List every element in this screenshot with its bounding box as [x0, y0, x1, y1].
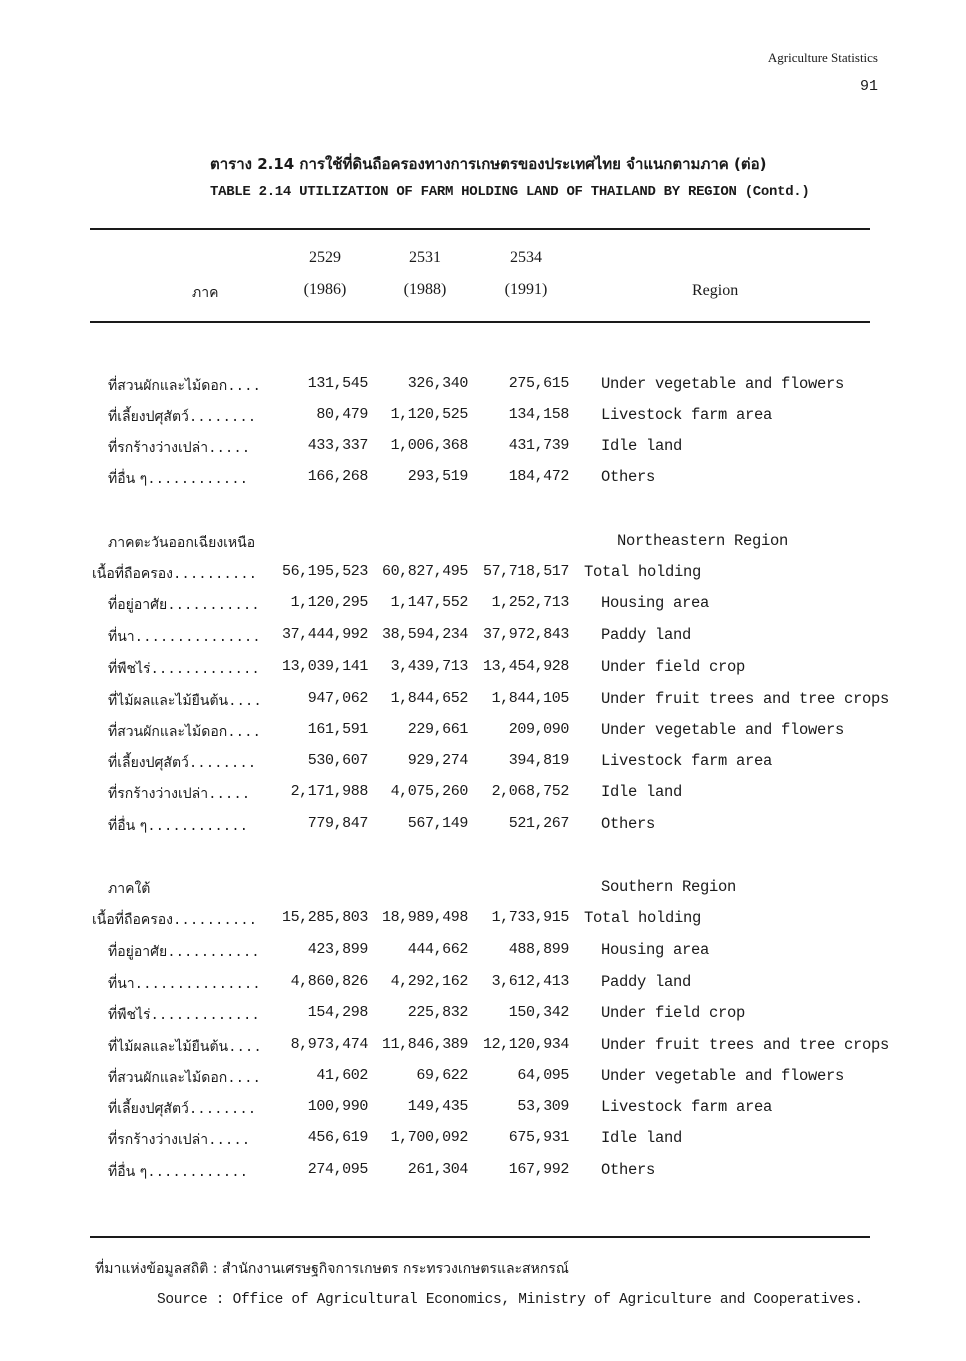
row-label-thai-text: เนื้อที่ถือครอง — [92, 912, 174, 928]
row-label-thai-text: ที่นา — [108, 629, 135, 645]
total-holding-row — [0, 563, 966, 594]
value-cell-1: 423,899 — [307, 941, 368, 958]
row-label-english: Idle land — [601, 1129, 683, 1147]
row-label-thai — [108, 690, 262, 712]
header-region-english: Region — [692, 282, 739, 299]
leader-dots: ..... — [208, 441, 251, 457]
value-cell-1: 15,285,803 — [281, 909, 368, 926]
value-cell-2: 3,439,713 — [390, 658, 468, 675]
row-label-thai — [108, 721, 261, 743]
leader-dots: ........ — [188, 1102, 257, 1118]
value-cell-2: 444,662 — [407, 941, 468, 958]
value-cell-3: 37,972,843 — [482, 626, 569, 643]
row-label-thai-text: ที่อื่น ๆ — [108, 471, 148, 487]
header-year-be-3: 2534 — [510, 249, 542, 266]
value-cell-3: 209,090 — [508, 721, 569, 738]
value-cell-2: 229,661 — [407, 721, 468, 738]
row-label-english: Under fruit trees and tree crops — [601, 690, 890, 708]
header-year-be-1: 2529 — [309, 249, 341, 266]
region-heading-row — [0, 532, 966, 563]
leader-dots: .... — [227, 1071, 261, 1087]
value-cell-1: 4,860,826 — [290, 973, 368, 990]
table-row — [0, 406, 966, 437]
value-cell-2: 60,827,495 — [381, 563, 468, 580]
leader-dots: ............ — [147, 472, 249, 488]
row-label-english: Northeastern Region — [617, 532, 789, 550]
header-year-be-2: 2531 — [409, 249, 441, 266]
value-cell-3: 167,992 — [508, 1161, 569, 1178]
leader-dots: .... — [228, 1040, 262, 1056]
row-label-thai-text: ที่รกร้างว่างเปล่า — [108, 1132, 209, 1148]
row-label-thai — [108, 437, 250, 459]
value-cell-3: 521,267 — [508, 815, 569, 832]
value-cell-2: 4,075,260 — [390, 783, 468, 800]
value-cell-2: 149,435 — [407, 1098, 468, 1115]
value-cell-2: 1,006,368 — [390, 437, 468, 454]
value-cell-1: 37,444,992 — [281, 626, 368, 643]
table-row — [0, 752, 966, 783]
value-cell-1: 2,171,988 — [290, 783, 368, 800]
row-label-english: Idle land — [601, 783, 683, 801]
row-label-thai — [108, 1004, 260, 1026]
row-label-english: Under field crop — [601, 658, 746, 676]
value-cell-3: 134,158 — [508, 406, 569, 423]
table-top-rule — [90, 228, 870, 230]
value-cell-1: 154,298 — [307, 1004, 368, 1021]
row-label-thai — [108, 1036, 262, 1058]
row-label-thai-text: ที่สวนผักและไม้ดอก — [108, 724, 228, 740]
value-cell-3: 150,342 — [508, 1004, 569, 1021]
value-cell-1: 80,479 — [316, 406, 368, 423]
leader-dots: .... — [227, 725, 261, 741]
row-label-thai-text: ที่อื่น ๆ — [108, 818, 148, 834]
leader-dots: .......... — [173, 567, 258, 583]
table-row — [0, 815, 966, 846]
row-label-thai-text: ที่สวนผักและไม้ดอก — [108, 378, 228, 394]
value-cell-2: 567,149 — [407, 815, 468, 832]
row-label-english: Livestock farm area — [601, 406, 773, 424]
row-label-thai — [108, 1067, 261, 1089]
value-cell-1: 161,591 — [307, 721, 368, 738]
value-cell-3: 1,844,105 — [491, 690, 569, 707]
value-cell-3: 675,931 — [508, 1129, 569, 1146]
value-cell-1: 274,095 — [307, 1161, 368, 1178]
table-row — [0, 1004, 966, 1035]
leader-dots: ............. — [150, 662, 260, 678]
row-label-thai-text: ที่นา — [108, 976, 135, 992]
value-cell-1: 1,120,295 — [290, 594, 368, 611]
table-row — [0, 626, 966, 657]
value-cell-3: 275,615 — [508, 375, 569, 392]
total-holding-row — [0, 909, 966, 940]
row-label-thai — [108, 973, 261, 995]
header-year-ce-2: (1988) — [403, 281, 447, 298]
table-row — [0, 1067, 966, 1098]
row-label-thai-text: ที่รกร้างว่างเปล่า — [108, 440, 209, 456]
table-row — [0, 375, 966, 406]
value-cell-3: 1,252,713 — [491, 594, 569, 611]
value-cell-1: 779,847 — [307, 815, 368, 832]
header-bottom-rule — [90, 321, 870, 323]
value-cell-3: 184,472 — [508, 468, 569, 485]
value-cell-3: 394,819 — [508, 752, 569, 769]
row-label-thai — [108, 878, 150, 900]
row-label-thai-text: ที่อื่น ๆ — [108, 1164, 148, 1180]
value-cell-2: 225,832 — [407, 1004, 468, 1021]
value-cell-2: 293,519 — [407, 468, 468, 485]
value-cell-1: 56,195,523 — [281, 563, 368, 580]
value-cell-2: 261,304 — [407, 1161, 468, 1178]
value-cell-3: 64,095 — [517, 1067, 569, 1084]
row-label-english: Under vegetable and flowers — [601, 1067, 845, 1085]
row-label-english: Housing area — [601, 594, 710, 612]
row-label-thai-text: ที่เลี้ยงปศุสัตว์ — [108, 409, 189, 425]
value-cell-2: 18,989,498 — [381, 909, 468, 926]
value-cell-3: 431,739 — [508, 437, 569, 454]
row-label-thai — [108, 783, 250, 805]
row-label-english: Others — [601, 1161, 656, 1179]
table-row — [0, 658, 966, 689]
row-label-thai — [92, 563, 257, 585]
row-label-english: Under fruit trees and tree crops — [601, 1036, 890, 1054]
row-label-thai-text: ที่เลี้ยงปศุสัตว์ — [108, 1101, 189, 1117]
table-title-english: TABLE 2.14 UTILIZATION OF FARM HOLDING LAND OF THAILAND BY REGION (Contd.) — [210, 184, 810, 200]
value-cell-3: 13,454,928 — [482, 658, 569, 675]
value-cell-2: 11,846,389 — [381, 1036, 468, 1053]
table-row — [0, 721, 966, 752]
table-row — [0, 941, 966, 972]
leader-dots: ............ — [147, 1165, 249, 1181]
value-cell-2: 1,844,652 — [390, 690, 468, 707]
row-label-thai-text: ที่เลี้ยงปศุสัตว์ — [108, 755, 189, 771]
value-cell-3: 53,309 — [517, 1098, 569, 1115]
row-label-english: Others — [601, 468, 656, 486]
table-row — [0, 437, 966, 468]
leader-dots: .......... — [173, 913, 258, 929]
row-label-english: Livestock farm area — [601, 1098, 773, 1116]
value-cell-2: 1,147,552 — [390, 594, 468, 611]
row-label-thai — [108, 1098, 256, 1120]
value-cell-1: 41,602 — [316, 1067, 368, 1084]
table-row — [0, 594, 966, 625]
source-note-english: Source : Office of Agricultural Economics, Ministry of Agriculture and Cooperatives. — [157, 1292, 863, 1308]
table-row — [0, 1036, 966, 1067]
row-label-english: Livestock farm area — [601, 752, 773, 770]
row-label-english: Total holding — [584, 909, 702, 927]
value-cell-1: 166,268 — [307, 468, 368, 485]
leader-dots: ..... — [208, 1133, 251, 1149]
value-cell-2: 1,700,092 — [390, 1129, 468, 1146]
row-label-english: Housing area — [601, 941, 710, 959]
row-label-thai — [108, 532, 255, 554]
value-cell-3: 12,120,934 — [482, 1036, 569, 1053]
value-cell-1: 456,619 — [307, 1129, 368, 1146]
value-cell-3: 3,612,413 — [491, 973, 569, 990]
row-label-thai — [108, 626, 261, 648]
value-cell-1: 8,973,474 — [290, 1036, 368, 1053]
leader-dots: ........... — [167, 598, 260, 614]
leader-dots: ........... — [167, 945, 260, 961]
leader-dots: ............... — [134, 630, 261, 646]
value-cell-2: 326,340 — [407, 375, 468, 392]
row-label-thai — [108, 658, 260, 680]
table-row — [0, 1129, 966, 1160]
row-label-english: Idle land — [601, 437, 683, 455]
row-label-thai-text: ที่ไม้ผลและไม้ยืนต้น — [108, 693, 229, 709]
row-label-thai-text: ที่อยู่อาศัย — [108, 944, 168, 960]
value-cell-1: 433,337 — [307, 437, 368, 454]
row-label-thai — [108, 941, 260, 963]
row-label-thai-text: ที่พืชไร่ — [108, 1007, 151, 1023]
header-region-thai: ภาค — [192, 285, 219, 301]
table-title-thai: ตาราง 2.14 การใช้ที่ดินถือครองทางการเกษตรของประเทศไทย จำแนกตามภาค (ต่อ) — [210, 155, 767, 173]
value-cell-2: 69,622 — [416, 1067, 468, 1084]
header-year-ce-3: (1991) — [504, 281, 548, 298]
value-cell-1: 131,545 — [307, 375, 368, 392]
row-label-thai-text: ที่ไม้ผลและไม้ยืนต้น — [108, 1039, 229, 1055]
table-row — [0, 690, 966, 721]
row-label-thai — [108, 468, 248, 490]
leader-dots: ............... — [134, 977, 261, 993]
row-label-thai — [108, 1161, 248, 1183]
header-year-ce-1: (1986) — [303, 281, 347, 298]
row-label-english: Under vegetable and flowers — [601, 375, 845, 393]
value-cell-2: 4,292,162 — [390, 973, 468, 990]
value-cell-1: 100,990 — [307, 1098, 368, 1115]
table-row — [0, 1098, 966, 1129]
leader-dots: ........ — [188, 410, 257, 426]
leader-dots: ........ — [188, 756, 257, 772]
leader-dots: ............. — [150, 1008, 260, 1024]
source-note-thai: ที่มาแห่งข้อมูลสถิติ : สำนักงานเศรษฐกิจการเกษตร กระทรวงเกษตรและสหกรณ์ — [95, 1261, 569, 1277]
row-label-thai-text: ที่สวนผักและไม้ดอก — [108, 1070, 228, 1086]
leader-dots: .... — [227, 379, 261, 395]
row-label-english: Southern Region — [601, 878, 737, 896]
row-label-english: Others — [601, 815, 656, 833]
row-label-thai — [108, 375, 261, 397]
table-row — [0, 468, 966, 499]
row-label-thai-text: ที่รกร้างว่างเปล่า — [108, 786, 209, 802]
page-number: 91 — [859, 78, 878, 95]
leader-dots: ............ — [147, 819, 249, 835]
row-label-thai — [108, 1129, 250, 1151]
value-cell-2: 38,594,234 — [381, 626, 468, 643]
row-label-english: Paddy land — [601, 626, 692, 644]
value-cell-3: 2,068,752 — [491, 783, 569, 800]
value-cell-1: 530,607 — [307, 752, 368, 769]
value-cell-2: 929,274 — [407, 752, 468, 769]
value-cell-1: 947,062 — [307, 690, 368, 707]
row-label-thai — [108, 752, 256, 774]
table-row — [0, 973, 966, 1004]
row-label-thai-text: ภาคตะวันออกเฉียงเหนือ — [108, 535, 256, 551]
row-label-thai — [108, 815, 248, 837]
table-bottom-rule — [90, 1236, 870, 1238]
row-label-english: Under field crop — [601, 1004, 746, 1022]
value-cell-3: 1,733,915 — [491, 909, 569, 926]
region-heading-row — [0, 878, 966, 909]
row-label-thai-text: ที่พืชไร่ — [108, 661, 151, 677]
row-label-english: Paddy land — [601, 973, 692, 991]
table-row — [0, 1161, 966, 1192]
row-label-thai-text: เนื้อที่ถือครอง — [92, 566, 174, 582]
value-cell-3: 57,718,517 — [482, 563, 569, 580]
leader-dots: ..... — [208, 787, 251, 803]
row-label-thai-text: ภาคใต้ — [108, 881, 151, 897]
running-head: Agriculture Statistics — [767, 50, 878, 65]
row-label-thai — [92, 909, 257, 931]
table-row — [0, 783, 966, 814]
row-label-english: Total holding — [584, 563, 702, 581]
value-cell-2: 1,120,525 — [390, 406, 468, 423]
value-cell-1: 13,039,141 — [281, 658, 368, 675]
row-label-thai — [108, 406, 256, 428]
value-cell-3: 488,899 — [508, 941, 569, 958]
row-label-english: Under vegetable and flowers — [601, 721, 845, 739]
leader-dots: .... — [228, 694, 262, 710]
row-label-thai-text: ที่อยู่อาศัย — [108, 597, 168, 613]
row-label-thai — [108, 594, 260, 616]
